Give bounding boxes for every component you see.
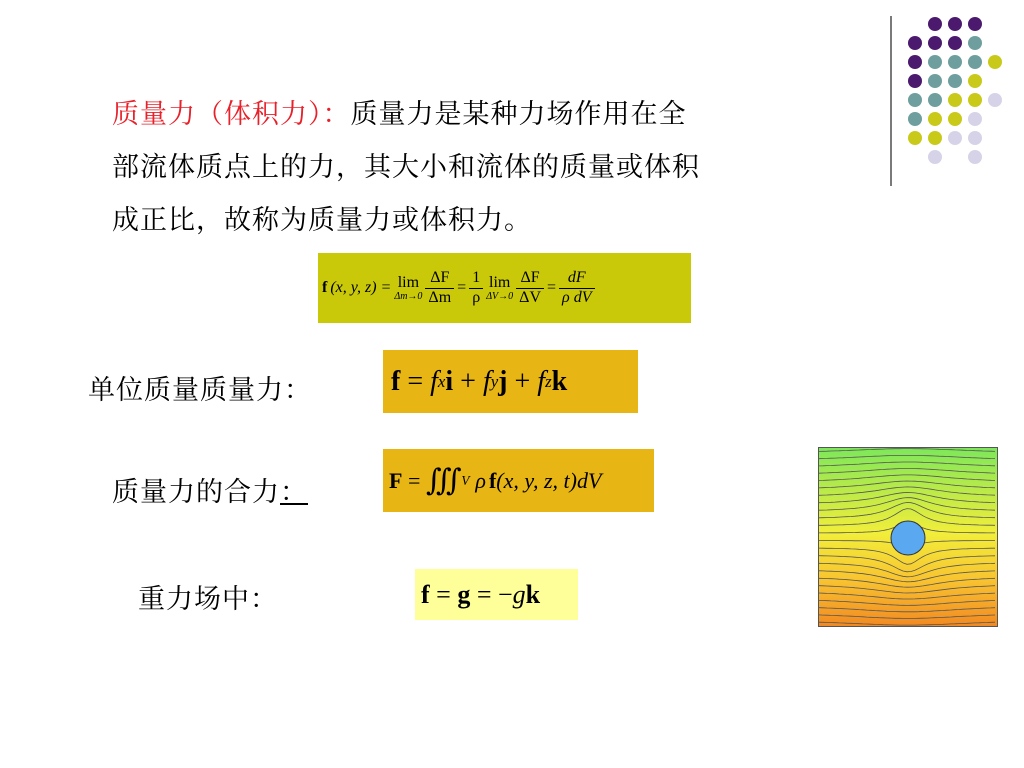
decorative-dot xyxy=(968,150,982,164)
definition-args: (x, y, z) = xyxy=(330,279,392,296)
decorative-dot xyxy=(948,17,962,31)
fraction-2-den: ρ xyxy=(472,288,481,306)
resultant-label xyxy=(112,470,308,509)
decorative-dot xyxy=(948,36,962,50)
decorative-dot xyxy=(948,55,962,69)
decorative-dot xyxy=(968,112,982,126)
fraction-4-num: dF xyxy=(559,269,594,288)
subscript-y: y xyxy=(490,371,499,391)
subscript-x: x xyxy=(437,371,446,391)
equals-minus: = − xyxy=(470,579,513,609)
unit-vector-i: i xyxy=(445,365,454,397)
intro-paragraph xyxy=(112,88,872,247)
streamline xyxy=(819,593,995,599)
decorative-dot xyxy=(948,74,962,88)
divider-line xyxy=(890,16,892,186)
subscript-z: z xyxy=(545,371,552,391)
decorative-dot xyxy=(928,131,942,145)
limit-2 xyxy=(486,274,513,303)
intro-text-line1: 质量力是某种力场作用在全 xyxy=(350,99,687,130)
streamline xyxy=(819,615,995,619)
decorative-dot xyxy=(968,131,982,145)
limit-2-sub: ΔV→0 xyxy=(486,291,514,303)
streamline xyxy=(819,449,995,452)
decorative-dot xyxy=(908,36,922,50)
decorative-dot xyxy=(928,55,942,69)
limit-1 xyxy=(394,274,422,303)
decorative-dot xyxy=(908,112,922,126)
equals-3: = xyxy=(547,279,557,296)
streamlines-svg xyxy=(819,448,997,626)
decorative-dot xyxy=(968,36,982,50)
fraction-1-num: ΔF xyxy=(425,269,454,288)
fraction-1-den: Δm xyxy=(428,288,452,306)
fraction-4-den: ρ dV xyxy=(562,288,592,306)
streamline xyxy=(819,469,995,474)
symbol-g-italic: g xyxy=(512,579,526,609)
streamline xyxy=(819,608,995,612)
triple-integral: ∭ xyxy=(425,464,462,497)
decorative-dot xyxy=(928,93,942,107)
decorative-dot xyxy=(908,74,922,88)
decorative-dot xyxy=(948,93,962,107)
streamline xyxy=(819,487,995,495)
resultant-args: (x, y, z, t)dV xyxy=(496,467,602,493)
unit-mass-force-label: 单位质量质量力： xyxy=(88,375,312,406)
symbol-F: F xyxy=(389,467,403,493)
fraction-4 xyxy=(559,269,594,307)
resultant-formula-box xyxy=(383,449,654,512)
resultant-label-text: 质量力的合力 xyxy=(112,477,280,508)
limit-2-word: lim xyxy=(489,273,511,291)
gravity-label: 重力场中： xyxy=(138,584,278,615)
symbol-fz: f xyxy=(537,365,546,397)
streamline xyxy=(819,622,995,625)
fraction-3 xyxy=(516,269,544,307)
gravity-formula-box xyxy=(415,569,578,620)
decorative-dot xyxy=(948,131,962,145)
decorative-dot xyxy=(968,17,982,31)
intro-text-line3: 成正比，故称为质量力或体积力。 xyxy=(112,205,532,236)
decorative-dot xyxy=(968,55,982,69)
equals: = xyxy=(400,365,431,397)
fraction-3-den: ΔV xyxy=(519,288,542,306)
unit-vector-k: k xyxy=(551,365,568,397)
decorative-dot xyxy=(968,93,982,107)
streamline xyxy=(819,462,995,466)
sphere xyxy=(891,521,925,555)
symbol-f: f xyxy=(391,365,401,397)
symbol-f: f xyxy=(322,279,328,296)
streamline xyxy=(819,503,995,518)
unit-vector-k: k xyxy=(525,579,541,609)
decorative-dot xyxy=(948,112,962,126)
term-mass-force: 质量力（体积力）： xyxy=(112,99,351,130)
definition-formula-box xyxy=(318,253,691,323)
streamline xyxy=(819,600,995,605)
streamline xyxy=(819,455,995,458)
decorative-dot xyxy=(908,55,922,69)
symbol-f: f xyxy=(488,467,497,493)
limit-1-word: lim xyxy=(397,273,420,291)
plus-1: + xyxy=(453,365,483,397)
fraction-3-num: ΔF xyxy=(516,269,544,288)
decorative-dot xyxy=(928,112,942,126)
equals-1: = xyxy=(429,579,458,609)
symbol-fx: f xyxy=(430,365,438,397)
symbol-f: f xyxy=(421,579,430,609)
subscript-V: V xyxy=(461,472,470,488)
decorative-dot xyxy=(928,150,942,164)
fraction-2-num: 1 xyxy=(469,269,483,288)
symbol-rho: ρ xyxy=(475,467,486,493)
limit-1-sub: Δm→0 xyxy=(394,291,423,303)
resultant-label-colon: ： xyxy=(280,477,308,508)
fraction-1 xyxy=(425,269,454,307)
decorative-dot xyxy=(928,17,942,31)
plus-2: + xyxy=(507,365,538,397)
equals: = xyxy=(402,467,426,493)
decorative-dot-pattern xyxy=(900,14,1010,164)
unit-vector-j: j xyxy=(498,365,508,397)
decorative-dot xyxy=(988,93,1002,107)
symbol-g-bold: g xyxy=(457,579,471,609)
decorative-dot xyxy=(988,55,1002,69)
symbol-fy: f xyxy=(482,365,491,397)
streamline xyxy=(819,586,995,593)
flow-around-sphere-illustration xyxy=(818,447,998,627)
streamline xyxy=(819,475,995,481)
streamline xyxy=(819,563,995,577)
fraction-2 xyxy=(469,269,483,307)
intro-text-line2: 部流体质点上的力，其大小和流体的质量或体积 xyxy=(112,152,700,183)
decorative-dot xyxy=(908,131,922,145)
unit-mass-force-formula-box xyxy=(383,350,638,413)
streamline xyxy=(819,556,995,572)
decorative-dot xyxy=(968,74,982,88)
equals-2: = xyxy=(457,279,467,296)
decorative-dot xyxy=(928,74,942,88)
streamline xyxy=(819,578,995,587)
decorative-dot xyxy=(908,93,922,107)
decorative-dot xyxy=(928,36,942,50)
